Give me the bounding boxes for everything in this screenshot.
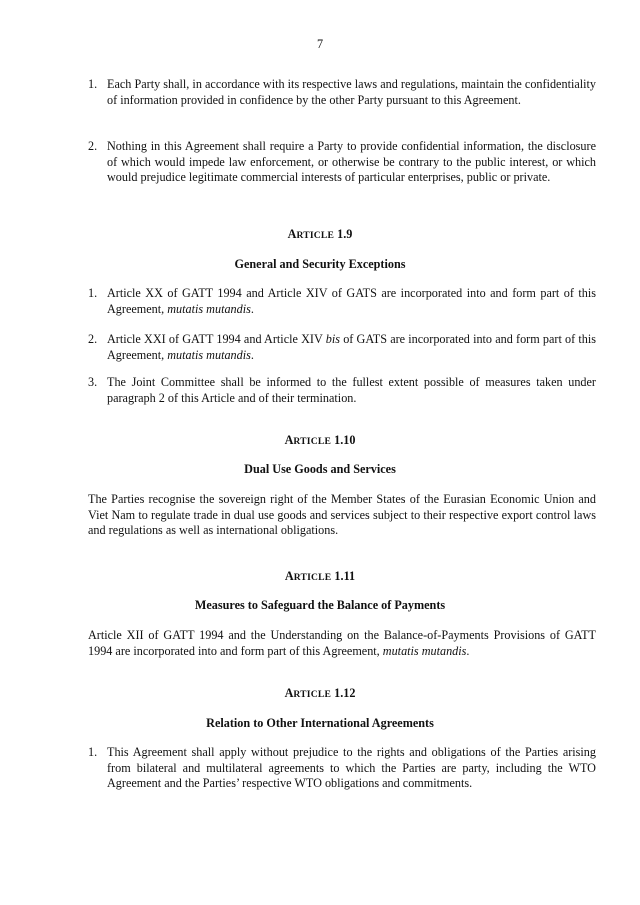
item-number: 1.: [88, 286, 98, 300]
item-text: This Agreement shall apply without prejudice to the rights and obligations of the Parties arising from bilateral and multilateral agreements to which the Parties are party, including the WTO Agreement and the Parties’ respective WTO obligations and commitments.: [107, 745, 596, 790]
confidentiality-item-2: [88, 139, 596, 186]
item-text: Nothing in this Agreement shall require a Party to provide confidential information, the disclosure of which would impede law enforcement, or otherwise be contrary to the public interest, or which would prejudice legitimate commercial interests of particular enterprises, public or private.: [107, 139, 596, 184]
article-1-10-title: Dual Use Goods and Services: [244, 462, 396, 476]
item-number: 2.: [88, 139, 98, 153]
article-1-12-item-1: [88, 745, 596, 792]
article-1-9-title: General and Security Exceptions: [234, 257, 406, 271]
article-1-10-heading: ARTICLE 1.10: [284, 433, 356, 447]
article-1-11-title: Measures to Safeguard the Balance of Payments: [194, 598, 446, 612]
italic-phrase: bis: [325, 332, 340, 346]
item-text: Each Party shall, in accordance with its respective laws and regulations, maintain the confidentiality of information provided in confidence by the other Party pursuant to this Agreement.: [107, 77, 596, 107]
article-1-11-paragraph: Article XII of GATT 1994 and the Understanding on the Balance-of-Payments Provisions of GATT 1994 are incorporated into and form part of this Agreement, mutatis mutandis.: [88, 628, 596, 658]
article-1-9-item-3: [88, 375, 596, 406]
article-1-9-item-2: 2. Article XXI of GATT 1994 and Article XIV bis of GATS are incorporated into and form part of this Agreement, mutatis mutandis.: [88, 332, 597, 362]
item-text: Article XXI of GATT 1994 and Article XIV: [107, 332, 323, 346]
italic-phrase: mutatis mutandis: [167, 347, 251, 362]
article-1-12-title: Relation to Other International Agreements: [206, 716, 434, 730]
article-1-10-paragraph: The Parties recognise the sovereign right of the Member States of the Eurasian Economic Union and Viet Nam to regulate trade in dual use goods and services subject to their respective export control laws and regulations as well as international obligations.: [88, 492, 596, 537]
article-1-11-heading: ARTICLE 1.11: [284, 569, 356, 583]
article-1-9-item-1: 1. Article XX of GATT 1994 and Article XIV of GATS are incorporated into and form part of this Agreement, mutatis mutandis.: [88, 286, 596, 316]
page-number: 7: [316, 37, 324, 51]
item-text: Article XX of GATT 1994 and Article XIV of GATS are incorporated into and form part of this Agreement,: [107, 286, 596, 316]
item-text: of GATS are incorporated into and form part of this Agreement,: [107, 332, 597, 362]
article-1-9-heading: ARTICLE 1.9: [287, 227, 353, 241]
item-number: 1.: [88, 745, 98, 759]
item-number: 3.: [88, 375, 98, 389]
item-number: 1.: [88, 77, 98, 91]
item-number: 2.: [88, 332, 98, 346]
item-text: The Joint Committee shall be informed to the fullest extent possible of measures taken under paragraph 2 of this Article and of their termination.: [107, 375, 596, 405]
confidentiality-item-1: [88, 77, 596, 108]
article-1-12-heading: ARTICLE 1.12: [284, 686, 356, 700]
italic-phrase: mutatis mutandis: [167, 301, 251, 316]
italic-phrase: mutatis mutandis: [382, 643, 467, 658]
